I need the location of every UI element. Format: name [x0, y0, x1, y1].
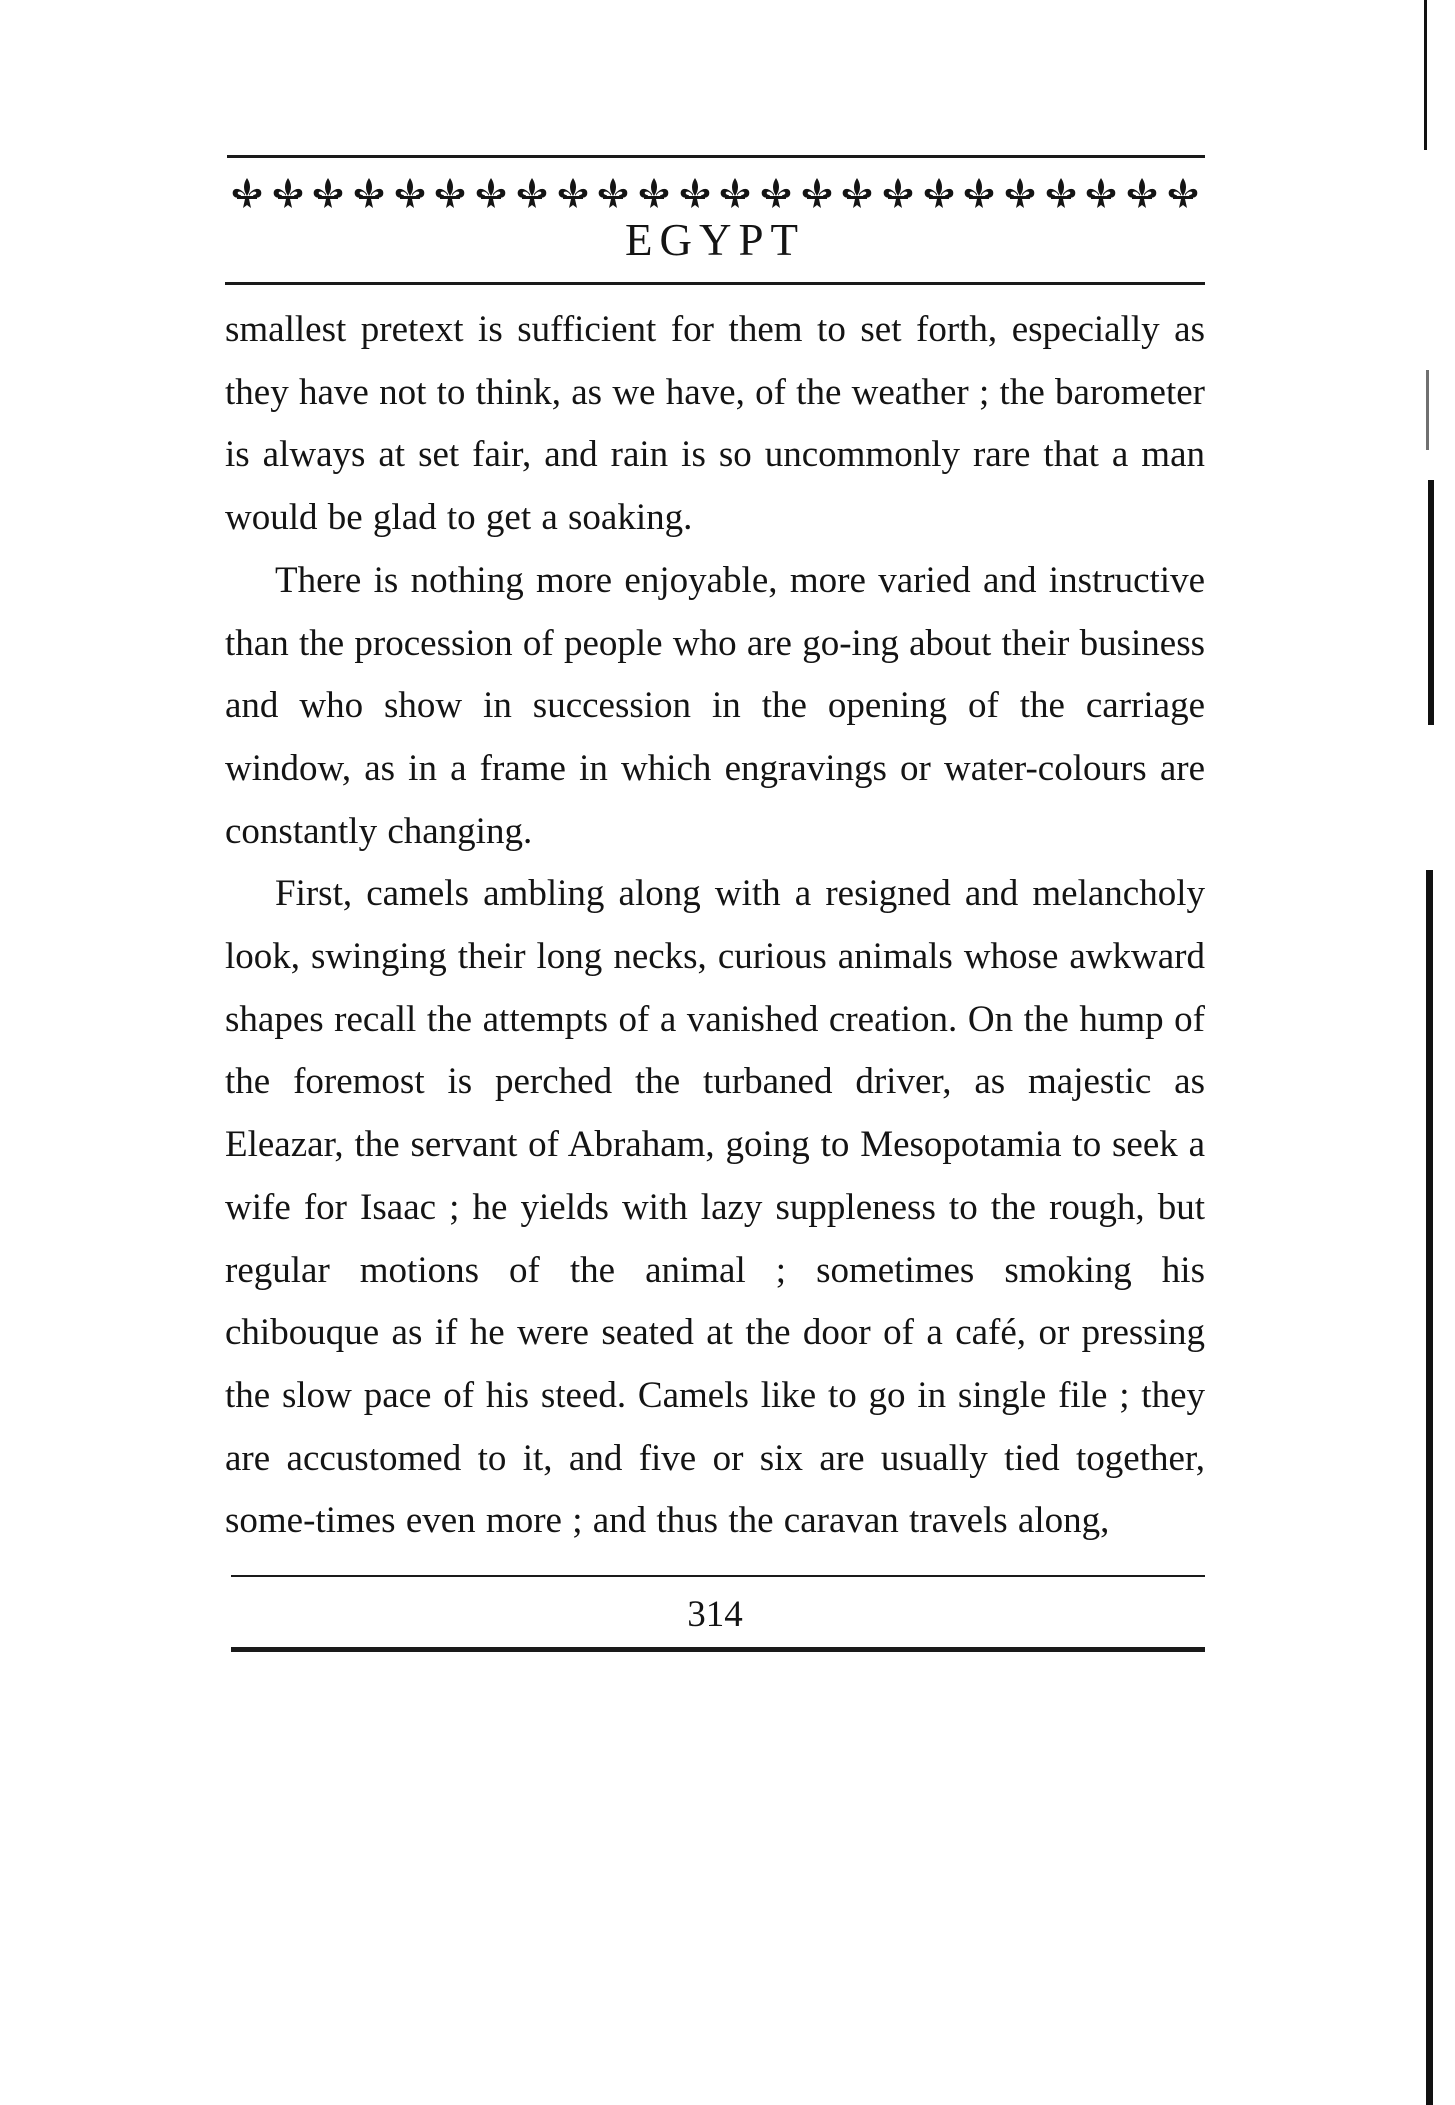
fleur-de-lis-icon	[1002, 176, 1038, 210]
paragraph-1: smallest pretext is sufficient for them to set forth, especially as they have not to think, as we have, of the weather ; the barometer is always at set fair, and rain is so uncommonly rare that a man would be glad to get a soaking.	[225, 309, 1205, 539]
fleur-de-lis-ornament-row	[225, 176, 1205, 210]
fleur-de-lis-icon	[392, 176, 428, 210]
paragraph-2: There is nothing more enjoyable, more varied and instructive than the procession of people who are go-ing about their business and who show in succession in the opening of the carriage window, as in a frame in which engravings or water-colours are constantly changing.	[225, 559, 1205, 852]
scan-edge-mark-2	[1426, 870, 1433, 2105]
fleur-de-lis-icon	[677, 176, 713, 210]
fleur-de-lis-icon	[799, 176, 835, 210]
running-head: EGYPT	[625, 215, 805, 265]
fleur-de-lis-icon	[514, 176, 550, 210]
fleur-de-lis-icon	[758, 176, 794, 210]
fleur-de-lis-icon	[1124, 176, 1160, 210]
header-top-rule	[227, 155, 1205, 158]
book-page	[225, 155, 1205, 1652]
footer-top-rule	[231, 1575, 1205, 1577]
fleur-de-lis-icon	[880, 176, 916, 210]
fleur-de-lis-icon	[839, 176, 875, 210]
fleur-de-lis-icon	[595, 176, 631, 210]
fleur-de-lis-icon	[961, 176, 997, 210]
page-number: 314	[687, 1594, 743, 1636]
scan-edge-mark-1	[1428, 480, 1434, 725]
fleur-de-lis-icon	[270, 176, 306, 210]
paragraph-3: First, camels ambling along with a resigned and melancholy look, swinging their long necks, curious animals whose awkward shapes recall the attempts of a vanished creation. On the hump of the foremost is perched the turbaned driver, as majestic as Eleazar, the servant of Abraham, going to Mesopotamia to seek a wife for Isaac ; he yields with lazy suppleness to the rough, but regular motions of the animal ; sometimes smoking his chibouque as if he were seated at the door of a café, or pressing the slow pace of his steed. Camels like to go in single file ; they are accustomed to it, and five or six are usually tied together, some-times even more ; and thus the caravan travels along,	[225, 873, 1205, 1542]
footer-bottom-rule	[231, 1647, 1205, 1652]
scan-edge-top	[1424, 0, 1427, 150]
fleur-de-lis-icon	[310, 176, 346, 210]
fleur-de-lis-icon	[473, 176, 509, 210]
fleur-de-lis-icon	[555, 176, 591, 210]
fleur-de-lis-icon	[351, 176, 387, 210]
fleur-de-lis-icon	[1165, 176, 1201, 210]
fleur-de-lis-icon	[717, 176, 753, 210]
fleur-de-lis-icon	[1043, 176, 1079, 210]
scan-edge-upper	[1426, 370, 1429, 450]
fleur-de-lis-icon	[229, 176, 265, 210]
fleur-de-lis-icon	[636, 176, 672, 210]
fleur-de-lis-icon	[921, 176, 957, 210]
header-bottom-rule	[225, 282, 1205, 285]
fleur-de-lis-icon	[1083, 176, 1119, 210]
fleur-de-lis-icon	[432, 176, 468, 210]
body-text	[225, 299, 1205, 1553]
